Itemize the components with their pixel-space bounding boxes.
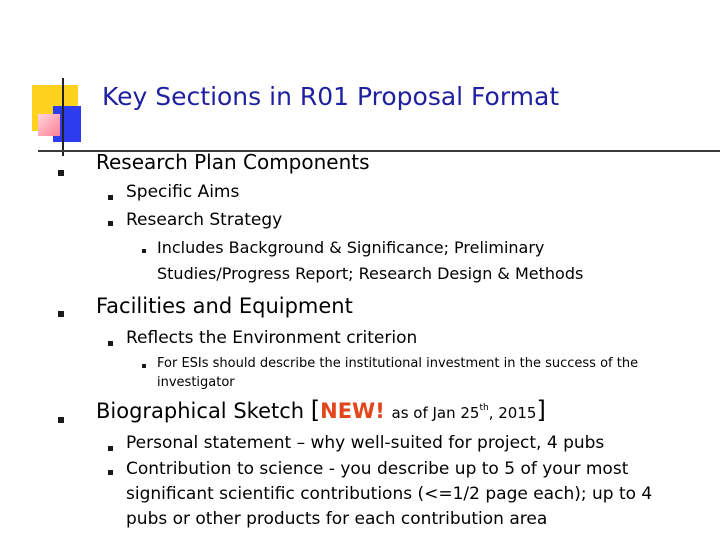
section-facilities: Facilities and Equipment xyxy=(96,294,353,318)
section-biosketch xyxy=(96,396,546,424)
as-of-date-suffix: , 2015 xyxy=(488,404,537,422)
item-personal-statement: Personal statement – why well-suited for project, 4 pubs xyxy=(126,433,605,453)
item-specific-aims: Specific Aims xyxy=(126,182,240,202)
slide-title: Key Sections in R01 Proposal Format xyxy=(102,82,560,111)
bullet-square-icon xyxy=(108,446,113,451)
bracket-close: ] xyxy=(536,396,546,424)
new-badge: NEW! xyxy=(320,399,385,423)
item-contribution-line2: significant scientific contributions (<=1/2 page each); up to 4 xyxy=(126,484,653,504)
bullet-square-icon xyxy=(108,221,113,226)
research-strategy-detail-line1: Includes Background & Significance; Preliminary xyxy=(157,238,545,257)
logo-pink-square xyxy=(38,114,60,136)
item-environment-criterion: Reflects the Environment criterion xyxy=(126,328,418,348)
bullet-square-icon xyxy=(58,170,64,176)
bullet-square-icon xyxy=(142,249,146,253)
section-research-plan: Research Plan Components xyxy=(96,150,370,174)
biosketch-label: Biographical Sketch xyxy=(96,399,305,423)
esi-detail-line2: investigator xyxy=(157,375,235,390)
research-strategy-detail-line2: Studies/Progress Report; Research Design & Methods xyxy=(157,264,584,283)
item-research-strategy: Research Strategy xyxy=(126,210,283,230)
bullet-square-icon xyxy=(58,417,64,423)
bullet-square-icon xyxy=(108,195,113,200)
bullet-square-icon xyxy=(108,341,113,346)
as-of-date-superscript: th xyxy=(479,403,489,413)
bullet-square-icon xyxy=(108,470,113,475)
logo-vertical-line xyxy=(62,78,64,156)
esi-detail-line1: For ESIs should describe the institutional investment in the success of the xyxy=(157,356,639,371)
bracket-open: [ xyxy=(310,396,321,424)
bullet-square-icon xyxy=(142,364,146,368)
item-contribution-line3: pubs or other products for each contribution area xyxy=(126,509,548,529)
bullet-square-icon xyxy=(58,311,64,317)
as-of-date-prefix: as of Jan 25 xyxy=(391,404,480,422)
item-contribution-line1: Contribution to science - you describe up to 5 of your most xyxy=(126,459,629,479)
